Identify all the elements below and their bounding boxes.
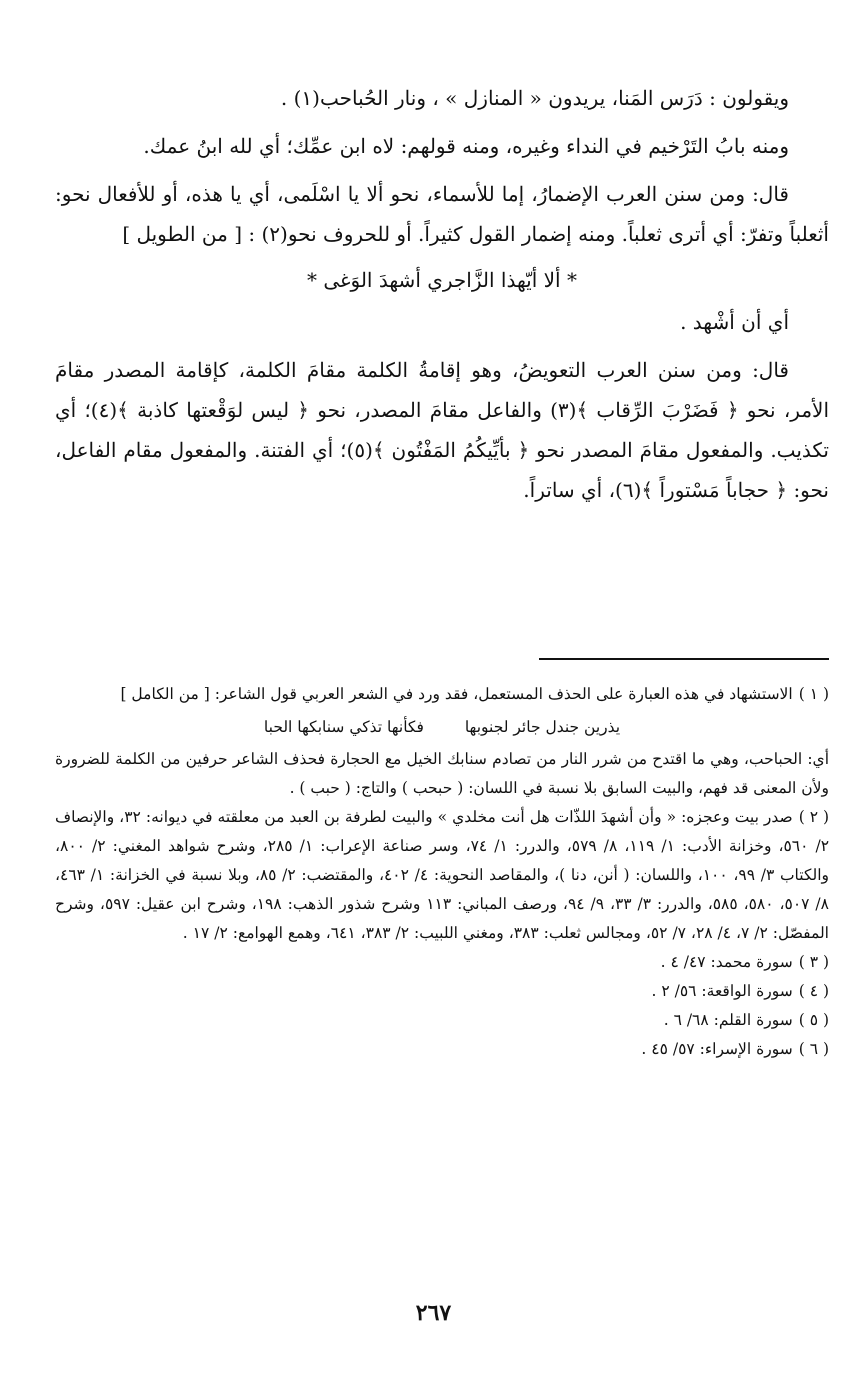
footnotes [55, 680, 829, 1064]
footnote-number: ( ٤ ) [798, 982, 829, 1000]
footnote-4 [55, 977, 829, 1006]
paragraph: قال: ومن سنن العرب التعويضُ، وهو إقامةُ الكلمة مقامَ الكلمة، كإقامة المصدر مقامَ الأمر، نحو ﴿ فَضَرْبَ الرِّقاب ﴾(٣) والفاعل مقامَ المصدر، نحو ﴿ ليس لوَقْعتها كاذبة ﴾(٤)؛ أي تكذيب. والمفعول مقامَ المصدر نحو ﴿ بأيِّيكُمُ المَفْتُون ﴾(٥)؛ أي الفتنة. والمفعول مقام الفاعل، نحو: ﴿ حجاباً مَسْتوراً ﴾(٦)، أي ساتراً. [55, 358, 830, 502]
footnote-number: ( ٦ ) [798, 1040, 829, 1058]
footnote-3 [55, 948, 829, 977]
verse-hemistich-left: فكأنها تذكي سنابكها الحبا [263, 718, 424, 736]
footnote-verse [55, 711, 829, 743]
verse-line: * ألا أيّهذا الزَّاجري أشهدَ الوَغى * [307, 268, 577, 292]
paragraph: ويقولون : دَرَس المَنا، يريدون « المنازل » ، ونار الحُباحب(١) . [280, 86, 789, 110]
footnote-2 [55, 803, 829, 948]
footnote-6 [55, 1035, 829, 1064]
main-text [55, 78, 829, 518]
footnote-number: ( ١ ) [798, 685, 829, 703]
footnote-text: سورة الواقعة: ٥٦/ ٢ . [651, 982, 793, 1000]
footnote-number: ( ٥ ) [798, 1011, 829, 1029]
verse-hemistich-right: يذرين جندل جائر لجنوبها [464, 718, 621, 736]
paragraph: قال: ومن سنن العرب الإضمارُ، إما للأسماء، نحو ألا يا اسْلَمى، أي يا هذه، أو للأفعال نحو: أثعلباً وتفرّ: أي أترى ثعلباً. ومنه إضمار القول كثيراً. أو للحروف نحو(٢) : [ من الطويل ] [55, 182, 829, 246]
footnote-number: ( ٢ ) [798, 808, 829, 826]
footnote-text: صدر بيت وعجزه: « وأن أشهدَ اللذّات هل أنت مخلدي » والبيت لطرفة بن العبد من معلقته في ديوانه: ٣٢، والإنصاف ٢/ ٥٦٠، وخزانة الأدب: ١/ ١١٩، ٨/ ٥٧٩، والدرر: ١/ ٧٤، وسر صناعة الإعراب: ١/ ٢٨٥، وشرح شواهد المغني: ٢/ ٨٠٠، والكتاب ٣/ ٩٩، ١٠٠، واللسان: ( أنن، دنا )، والمقاصد النحوية: ٤/ ٤٠٢، والمقتضب: ٢/ ٨٥، وبلا نسبة في الخزانة: ١/ ٤٦٣، ٨/ ٥٠٧، ٥٨٠، ٥٨٥، والدرر: ٣/ ٣٣، ٩/ ٩٤، ورصف المباني: ١١٣ وشرح شذور الذهب: ١٩٨، وشرح ابن عقيل: ٥٩٧، وشرح المفصّل: ٢/ ٧، ٤/ ٢٨، ٧/ ٥٢، ومجالس ثعلب: ٣٨٣، ومغني اللبيب: ٢/ ٣٨٣، ٦٤١، وهمع الهوامع: ٢/ ١٧ . [55, 808, 830, 942]
footnote-number: ( ٣ ) [798, 953, 829, 971]
footnote-text: سورة الإسراء: ٥٧/ ٤٥ . [641, 1040, 793, 1058]
footnote-1-continuation: أي: الحباحب، وهي ما اقتدح من شرر النار من تصادم سنابك الخيل مع الحجارة فحذف الشاعر حرفين من الكلمة للضرورة ولأن المعنى قد فهم، والبيت السابق بلا نسبة في اللسان: ( حبحب ) والتاج: ( حبب ) . [55, 750, 829, 797]
footnote-text: الاستشهاد في هذه العبارة على الحذف المستعمل، فقد ورد في الشعر العربي قول الشاعر: [ من الكامل ] [120, 685, 793, 703]
footnote-5 [55, 1006, 829, 1035]
footnote-1 [55, 680, 829, 709]
paragraph: أي أن أشْهد . [680, 310, 789, 334]
paragraph: ومنه بابُ التَرْخيم في النداء وغيره، ومنه قولهم: لاه ابن عمِّك؛ أي لله ابنُ عمك. [143, 134, 789, 158]
footnote-separator [539, 658, 829, 660]
page-number: ٢٦٧ [415, 1300, 452, 1326]
footnote-text: سورة محمد: ٤٧/ ٤ . [660, 953, 793, 971]
footnote-text: سورة القلم: ٦٨/ ٦ . [663, 1011, 793, 1029]
